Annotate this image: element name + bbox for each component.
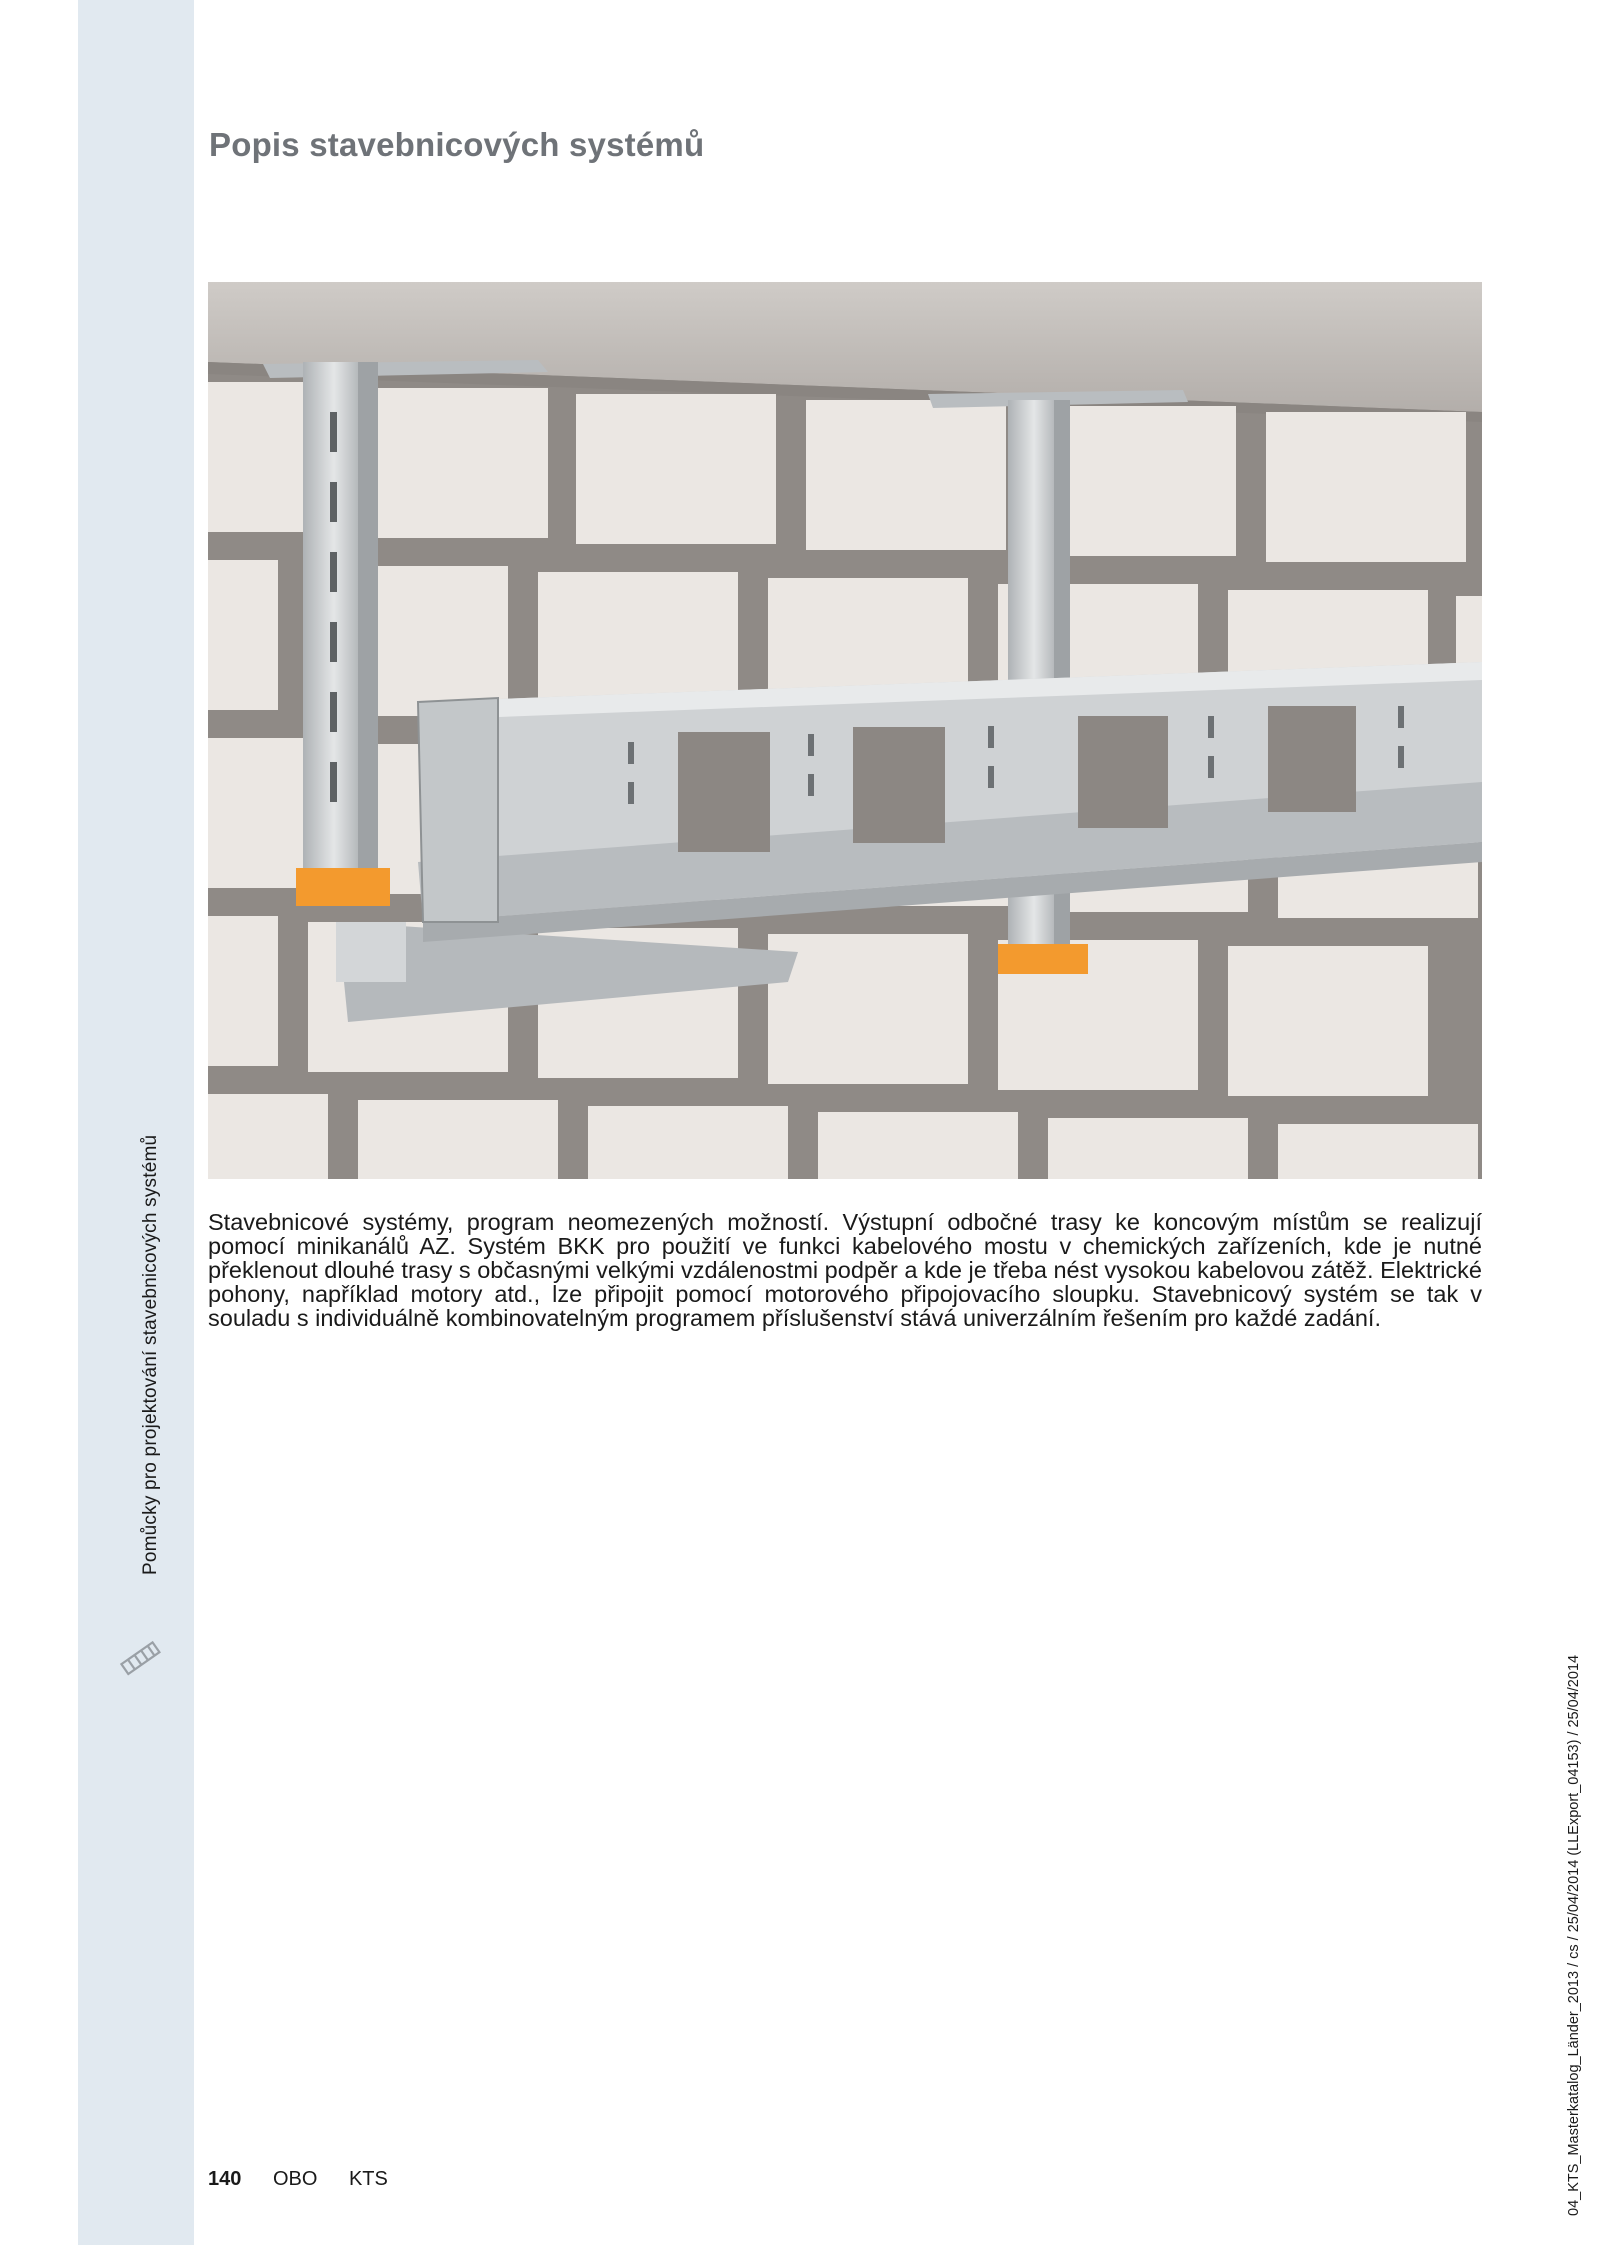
brand-label: OBO	[272, 2168, 318, 2190]
tray-icon	[116, 1628, 166, 1690]
page-number: 140	[208, 2168, 242, 2190]
sidebar-section-label: Pomůcky pro projektování stavebnicových systémů	[140, 1134, 161, 1575]
sidebar-strip	[78, 0, 194, 2245]
cable-tray-photo	[208, 282, 1482, 1179]
print-code: 04_KTS_Masterkatalog_Länder_2013 / cs / 25/04/2014 (LLExport_04153) / 25/04/2014	[1566, 1654, 1582, 2216]
description-paragraph: Stavebnicové systémy, program neomezených možností. Výstupní odbočné trasy ke koncovým místům se realizují pomocí minikanálů AZ. Systém BKK pro použití ve funkci kabelového mostu v chemických zařízeních, kde je nutné překlenout dlouhé trasy s občasnými velkými vzdálenostmi podpěr a kde je třeba nést vysokou kabelovou zátěž. Elektrické pohony, například motory atd., lze připojit pomocí motorového připojovacího sloupku. Stavebnicový systém se tak v souladu s individuálně kombinovatelným programem příslušenství stává univerzálním řešením pro každé zadání.	[208, 1209, 1482, 1331]
section-label: KTS	[348, 2168, 388, 2190]
page-title: Popis stavebnicových systémů	[209, 126, 705, 163]
page-footer	[208, 2168, 414, 2191]
